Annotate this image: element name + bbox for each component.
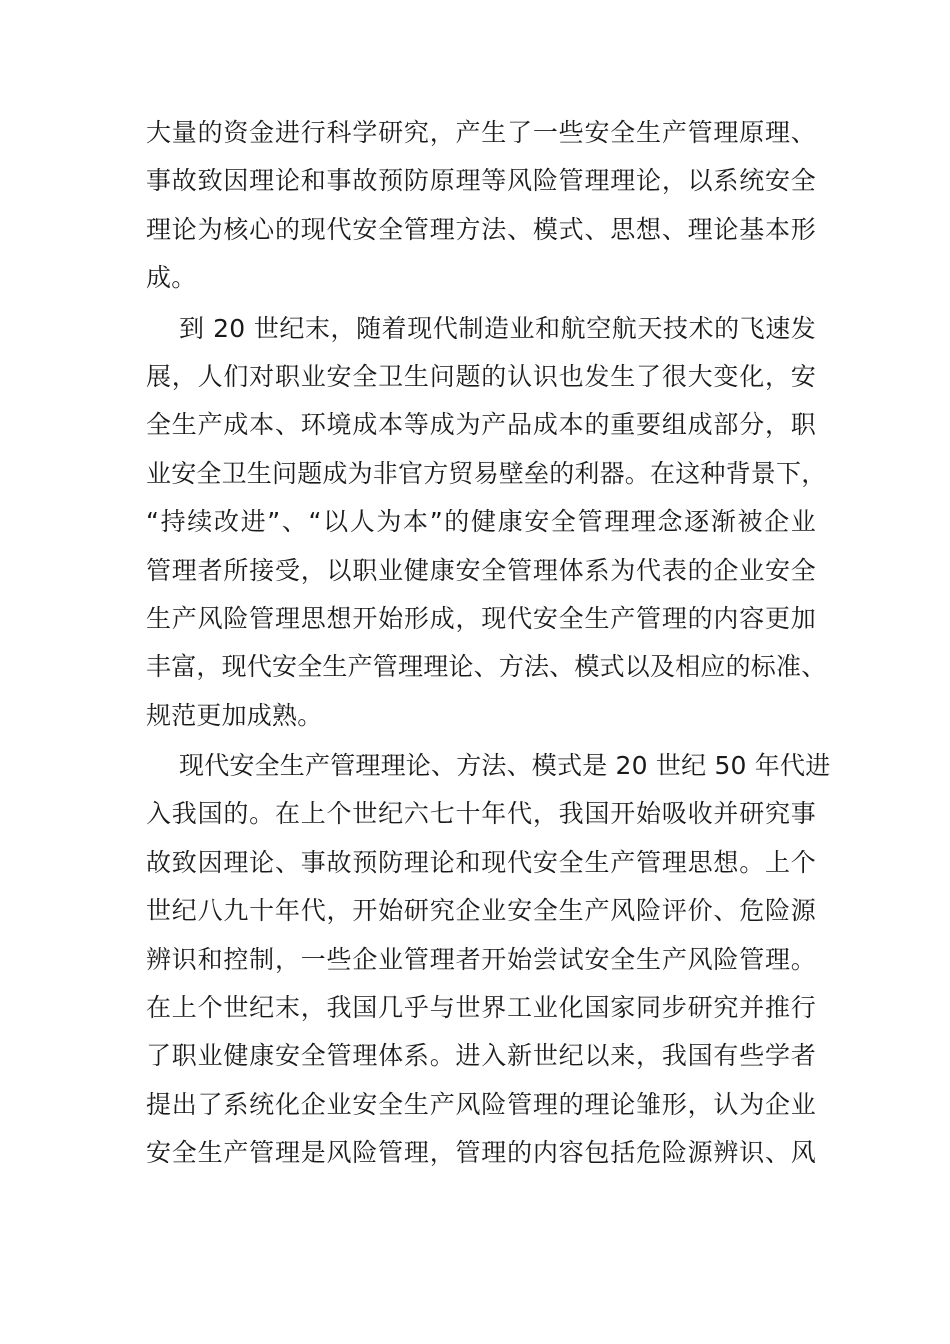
text-line: 了职业健康安全管理体系。进入新世纪以来，我国有些学者	[146, 1041, 816, 1071]
text-line: 现代安全生产管理理论、方法、模式是 20 世纪 50 年代进	[179, 751, 831, 781]
text-line: 丰富，现代安全生产管理理论、方法、模式以及相应的标准、	[146, 652, 827, 682]
text-line: 入我国的。在上个世纪六七十年代，我国开始吸收并研究事	[146, 799, 816, 829]
paragraph-1	[146, 109, 816, 303]
body-text	[146, 109, 831, 1178]
text-line: 故致因理论、事故预防理论和现代安全生产管理思想。上个	[146, 847, 816, 877]
text-line: 业安全卫生问题成为非官方贸易壁垒的利器。在这种背景下，	[146, 458, 827, 488]
text-line: 成。	[146, 263, 197, 293]
text-line: 大量的资金进行科学研究，产生了一些安全生产管理原理、	[146, 118, 816, 147]
text-line: 辨识和控制，一些企业管理者开始尝试安全生产风险管理。	[146, 944, 816, 974]
text-line: “持续改进”、“以人为本”的健康安全管理理念逐渐被企业	[146, 507, 816, 537]
text-line: 理论为核心的现代安全管理方法、模式、思想、理论基本形	[146, 214, 816, 244]
text-line: 生产风险管理思想开始形成，现代安全生产管理的内容更加	[146, 603, 816, 633]
paragraph-2	[146, 305, 827, 741]
text-line: 展，人们对职业安全卫生问题的认识也发生了很大变化，安	[146, 361, 816, 391]
text-line: 规范更加成熟。	[146, 700, 323, 730]
text-line: 管理者所接受，以职业健康安全管理体系为代表的企业安全	[146, 555, 816, 585]
text-line: 安全生产管理是风险管理，管理的内容包括危险源辨识、风	[146, 1138, 816, 1168]
text-line: 提出了系统化企业安全生产风险管理的理论雏形，认为企业	[146, 1089, 816, 1119]
text-line: 事故致因理论和事故预防原理等风险管理理论，以系统安全	[146, 166, 816, 196]
text-line: 全生产成本、环境成本等成为产品成本的重要组成部分，职	[146, 410, 816, 440]
text-line: 到 20 世纪末，随着现代制造业和航空航天技术的飞速发	[179, 313, 816, 343]
text-line: 在上个世纪末，我国几乎与世界工业化国家同步研究并推行	[146, 993, 816, 1023]
paragraph-3	[146, 742, 831, 1178]
text-line: 世纪八九十年代，开始研究企业安全生产风险评价、危险源	[146, 896, 816, 926]
